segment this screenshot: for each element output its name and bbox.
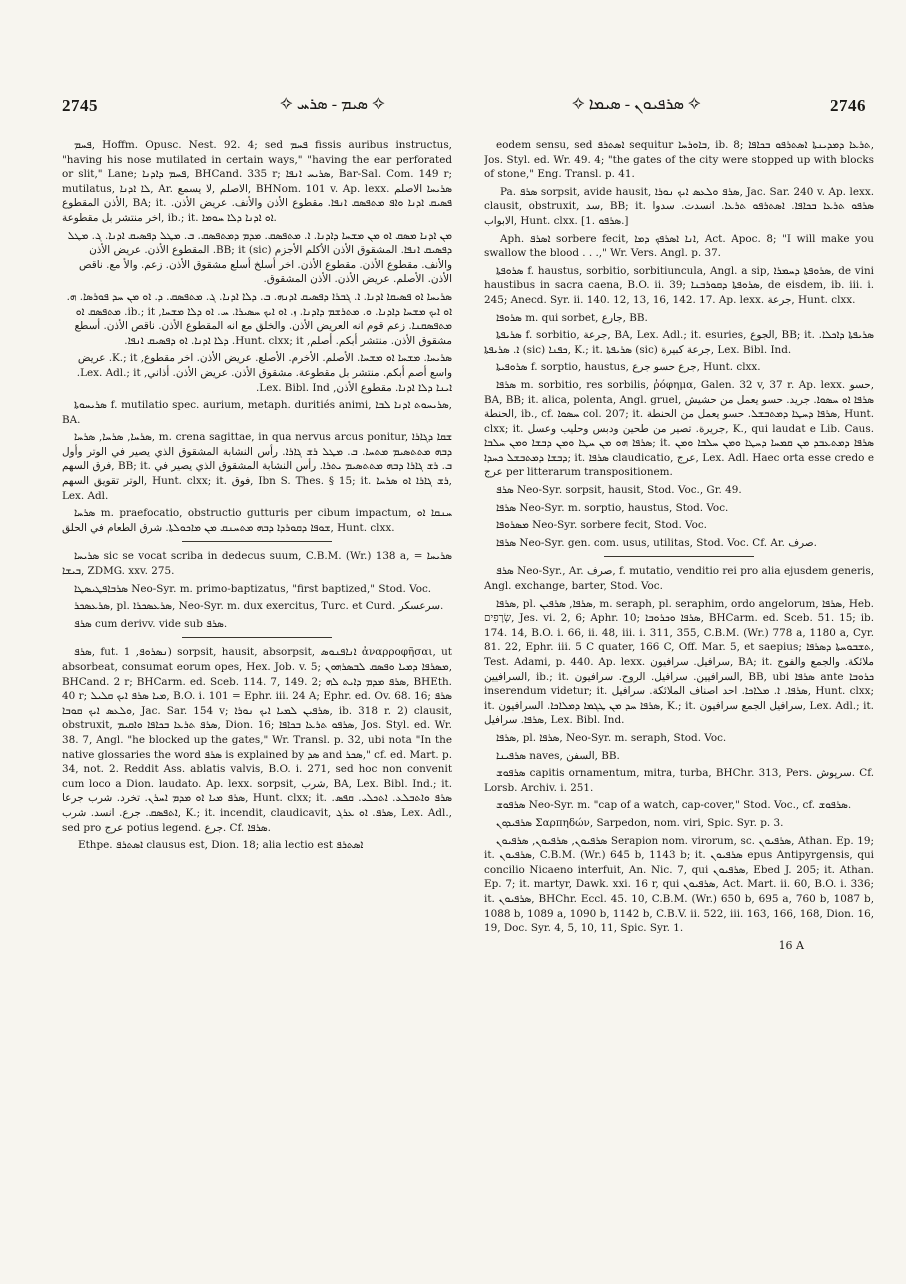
entry-neo-syr-masrupa: ܡܣܪܘܦܐ Neo-Syr. sorbere fecit, Stod. Voc. (496, 519, 707, 532)
right-column (484, 138, 874, 1258)
entry-sarupa: ܣܪܘܦܐ m. qui sorbet, جارع, BB. (496, 311, 648, 324)
entry-sarha-crena: ܣܪܚܐ, ܣܪܚܐ, ܣܪܚܐ, m. crena sagittae, in qua nervus arcus ponitur, ܫܩܐ ܕܓܐܪܐ ܕܒܗ ܡܬܬܣܝܡ ܡܬܚܐ. ܒ. ܡܛܠ ܪܫ ܓܐܪܐ. رأس النشابة المشقوق الذي يصير في الوتر وأول فرق السهم, BB; it. ܒ. ܪܫ ܓܐܪܐ ܕܒܗ ܡܬܬܣܝܡ ܝܬܪܐ. رأس النشابة المشقوق الذي يصير في الوتر تقويق السهم, Hunt. clxx; it. فوق, Ibn S. Thes. § 15; it. ܪܫ ܓܐܪܐ ܐܘ ܣܪܚܐ, Lex. Adl. (62, 431, 452, 502)
entry-primo-baptizatus: ܣܪܒܐܦܛܝܣܛܐ Neo-Syr. m. primo-baptizatus, "first baptized," Stod. Voc. (74, 582, 432, 595)
entry-ethpe: Ethpe. ܐܣܬܪܦ clausus est, Dion. 18; alia lectio est ܐܣܬܪܦ (78, 839, 364, 852)
entry-neo-syr-srapa: ܣܪܦܐ Neo-Syr. m. sorptio, haustus, Stod. Voc. (496, 501, 729, 514)
entry-serapion: ܣܪܦܝܘܢ, ܣܪܦܝܘܢ, ܣܪܦܝܘܢ Serapion nom. virorum, sc. ܣܪܦܝܘܢ, Athan. Ep. 19; it. ܣܪܦܝܘܢ, C.B.M. (Wr.) 645 b, 1143 b; it. ܣܪܦܝܘܢ epus Antipyrgensis, qui concilio Nicaeno interfuit, An. Nic. 7, qui ܣܪܦܝܘܢ, Ebed J. 205; it. Athan. Ep. 7; it. martyr, Dawk. xxi. 16 r, qui ܣܪܦܝܘܢ, Act. Mart. ii. 60, B.O. i. 336; it. ܣܪܦܝܘܢ, BHChr. Eccl. 45. 10, C.B.M. (Wr.) 650 b, 695 a, 760 b, 1087 b, 1088 b, 1089 a, 1090 b, 1142 b, C.B.V. ii. 522, iii. 163, 166, 168, Dion. 16, 19, Doc. Syr. 4, 5, 10, 11, Spic. Syr. 1. (484, 834, 874, 935)
entry-sarpush: ܣܪܦܘܫ capitis ornamentum, mitra, turba, BHChr. 313, Pers. سرپوش. Cf. Lorsb. Archiv. i. 251. (484, 767, 874, 794)
entry-neo-syr-mutatio: ܣܪܦ Neo-Syr., Ar. صرف, f. mutatio, venditio rei pro alia ejusdem generis, Angl. exchange, barter, Stod. Voc. (484, 565, 874, 593)
entry-seraph: ܣܪܦܐ, pl. ܣܪܦܐ, ܣܪܦܝܢ, m. seraph, pl. seraphim, ordo angelorum, ܣܪܦܐ, Heb. שְׂרָפִים, Jes. vi. 2, 6; Aphr. 10; ܣܪܦܐ ܘܟܪܘܒܐ, BHCarm. ed. Sceb. 51. 15; ib. 174. 14, B.O. i. 66, ii. 48, iii. i. 311, 355, C.B.M. (Wr.) 778 a, 1180 a, Cyr. 81. 22, Ephr. iii. 5 C quater, 166 C, Off. Mar. 5, et saepius; ܬܫܒܘܚܬܐ ܕܣܪܦܐ, Test. Adami, p. 440. Ap. lexx. سرافيل. سرافيون, BA; it. ملائكة. والجمع والفوج السرافيين, ib.; it. السرافيين. سرافيل. الروح. سرافيون, BB, ubi ܣܪܦܐ ante ܟܪܘܒܐ inserendum videtur; it. ܣܪܦܐ. ܐ. ܡܠܐܟܐ. احد اصناف الملائكة. سرافيل, Hunt. clxx; it. ܣܪܦܐ ܚܕ ܡܢ ܛܓܡܐ ܕܡܠܐܟܐ. السرافيون, K.; it. سرافيل الجمع سرافيون, Lex. Adl.; it. ܣܪܦܐ. سرافيل, Lex. Bibl. Ind. (484, 597, 874, 727)
entry-sarpedon: ܣܪܦܝܕܘܢ Σαρπηδών, Sarpedon, nom. viri, Spic. Syr. p. 3. (496, 816, 784, 829)
entry-neo-syr-usus: ܣܪܦܐ Neo-Syr. gen. com. usus, utilitas, Stod. Voc. Cf. Ar. صرف. (496, 536, 817, 549)
entry-aphel: Aph. ܐܣܪܦ sorbere fecit, ܐܢܐ ܐܣܪܦܟ ܕܡܐ, Act. Apoc. 8; "I will make you swallow the blood . . .," Wr. Vers. Angl. p. 37. (484, 232, 874, 260)
entry-srupita: ܣܪܘܦܝܬܐ f. sorptio, haustus, جرع حسو جرع, Hunt. clxx. (496, 361, 761, 374)
entry-sarih-lexicon-glosses: ܣܪܝܚܐ ܐܘ ܦܣܝܩܐ ܐܕܢܐ. ܐ. ܓܒܪܐ ܕܦܣܝܩ ܐܕܢܗ. ܒ. ܕܠܐ ܐܕܢܐ. ܓ. ܡܬܦܣܩ. ܕ. ܐܘ ܡܢ ܚܕ ܦܘܪܣܐ. ܗ. ܐܘ ܐܝܟ ܡܫܚܐ ܕܐܕܢܐ. ܘ. ܡܬܪܫܡ ܕܐܕܢܐ. ܙ. ܐܘ ܐܝܟ ܚܣܝܪܐ. ܚ. ܐܘ ܕܠܐ ܡܫܚܐ, ib.; it. ܡܬܦܣܩ ܐܘ ܡܬܦܣܩܢܐ. زعم قوم انه العريض الأذن. والخلق مع انه المقطوع الأذن. ناقص الأذن. أسطع مشقوق الأذن. منتشر أبكم. أصلم, Hunt. clxx; it. ܕܠܐ ܐܕܢܐ. ܐܘ ܕܦܣܝܩ ܐܢܦܐ. (66, 290, 452, 347)
entry-sraf-verb: ܣܪܦ, fut. ܢܣܪܘܦ, 1) sorpsit, hausit, absorpsit, ܐܢܐܦܢܘܣ ἀναρροφῆσαι, ut absorbeat, consumat eorum opes, Hex. Job. v. 5; ܡܣܪܦܐ ܕܡܝܐ ܘܦܣܩ ܠܒܣܪܗܘܢ, BHCand. 2 r; BHCarm. ed. Sceb. 114. 7, 149. 2; ܣܪܦ ܡܕܡ ܕܐܝܬ ܠܗ, BHEth. 40 r; ܡܝܐ ܣܪܦ ܐܝܟ ܩܠܝܠ, B.O. i. 101 = Ephr. iii. 24 A; Ephr. ed. Ov. 68. 16; ܣܪܦ ܘܠܥܣ ܐܝܟ ܩܘܒܐ, Jac. Sar. 154 v; ܣܪܦܝܢ ܠܡܝܐ ܐܝܟ ܢܘܪܐ, ib. 318 r. 2) clausit, obstruxit, ܣܪܦ ܬܪܥܐ ܒܟܐܦܐ ܘܐܩܝܡ, Dion. 16; ܣܪܦܘ ܬܪܥܐ ܒܟܐܦܐ, Jos. Styl. ed. Wr. 38. 7, Angl. "he blocked up the gates," Wr. Transl. p. 32, ubi nota "In the native glossaries the word ܣܪܦ is explained by ܣܕ and ܣܟܪ," cf. ed. Mart. p. 34, not. 2. Reddit Ass. ablatis valvis, B.O. i. 271, sed hoc non convenit cum loco a Dion. laudato. Ap. lexx. sorpsit, شرب, BA, Lex. Bibl. Ind.; it. ܣܪܦ ܡܝܐ ܐܘ ܡܕܡ ܐܚܪܢ. تخرد. شرب جرعا, Hunt. clxx; it. ܣܪܦ ܘܐܬܒܠܥ. ܐܬܟܠܝ. ܩܦܣ. ܐܬܦܣܩ. جرع. انسد. شرب, K.; it. incendit, claudicavit, ܣܪܦ. ܐܘ ܥܪܓ, Lex. Adl., sed pro عرج potius legend. جرع. Cf. ܣܪܦܐ. (62, 646, 452, 834)
entry-sarih-glosses: ܡܢ ܐܕܢܐ ܡܣܩ ܐܘ ܡܢ ܡܫܚܐ ܕܐܕܢܐ. ܐ. ܡܬܦܣܩ. ܡܕܡ ܕܡܬܦܣܩ. ܒ. ܡܛܠ ܕܦܣܝܩ ܐܕܢܐ. ܓ. ܡܛܠ ܕܦܣܝܩ ܐܢܦܐ. المشقوق الأذن الأكلم الأجزم (sic) BB; it. المقطوع الأذن. عريض الأذن والأنف. مقطوع الأذن. مقطوع الأذن. اخر أسلخ أسلع مشقوق الأذن. زعم. والأ مع. ناقص الأذن. الأصلم. عريض الأذن. الأذن المشقوق. (67, 229, 452, 286)
section-divider (182, 637, 332, 638)
entry-sarha-praefocatio: ܣܪܚܐ m. praefocatio, obstructio gutturis per cibum impactum, ܚܢܩܐ ܐܘ ܫܘܦܐ ܕܩܘܪܕܐ ܕܒܗ ܡܬܚܢܩ ܡܢ ܡܐܟܘܠܬܐ. شرق الطعام في الحلق, Hunt. clxx. (62, 507, 452, 534)
entry-pael: Pa. ܣܪܦ sorpsit, avide hausit, ܣܪܦ ܘܠܥܣ ܐܝܟ ܢܘܪܐ, Jac. Sar. 240 v. Ap. lexx. clausit, obstruxit, سد, BB; it. ܣܪܦܘ ܬܪܥܐ ܒܟܐܦܐ. ܐܣܬܪܦܘ ܬܪܥܐ. انسدت. سدوا الابواب, Hunt. clxx. [1. ܣܪܦܘ.] (484, 185, 874, 227)
right-running-head: ✧ ܣܪܦܝܘܢ - ܣܝܡܐ ✧ (572, 96, 701, 113)
entry-neo-syr-seraph: ܣܪܦܐ, pl. ܣܪܦܐ, Neo-Syr. m. seraph, Stod. Voc. (496, 731, 727, 744)
entry-seraskier: ܣܪܥܣܟܪ, pl. ܣܪܥܣܟܪܐ, Neo-Syr. m. dux exercitus, Turc. et Curd. سرعسكر. (74, 600, 444, 613)
entry-srapa-sorbitio: ܣܪܦܐ m. sorbitio, res sorbilis, ῥόφημα, Galen. 32 v, 37 r. Ap. lexx. حسو, BA, BB; it. alica, polenta, Angl. gruel, ܣܪܦܐ ܐܘ ܚܣܘܐ. جريد. حسو يعمل من حشيش الحنطة, ib., cf. ܚܣܘܐ col. 207; it. ܣܪܦܐ ܕܚܛܐ ܕܡܬܒܫܠ. حسو يعمل من الحنطة, Hunt. clxx; it. جريرة. تصير من طحين ودبس وحليب وعسل, K., qui laudat e Lib. Caus. ܣܪܦܐ ܗܘ ܡܢ ܚܛܐ ܘܡܢ ܕܒܫܐ ܘܡܢ ܚܠܒܐ; it. ܣܪܦܐ ܕܡܬܥܒܕ ܡܢ ܩܡܚܐ ܕܚܛܐ ܘܡܢ ܚܠܒܐ ܘܡܢ ܕܒܫܐ ܕܡܬܒܫܠ ܟܚܕܐ; it. ܣܪܦܐ claudicatio, عرج, Lex. Adl. Haec orta esse credo e عرج per litterarum transpositionem. (484, 378, 874, 479)
section-divider (604, 556, 754, 557)
sheet-signature-mark: 16 A (778, 938, 804, 952)
entry-sruphta: ܣܪܘܦܬܐ f. haustus, sorbitio, sorbitiuncula, Angl. a sip, ܣܪܘܦܬܐ ܕܚܡܪܐ, de vini haustibus in sacra caena, B.O. ii. 39; ܣܪܘܦܬܐ ܕܩܘܪܒܢܐ, de eisdem, ib. iii. i. 245; Anecd. Syr. ii. 140. 12, 13, 16, 142. 17. Ap. lexx. جرعة, Hunt. clxx. (484, 264, 874, 306)
entry-ethpe-continued: eodem sensu, sed ܐܣܬܪܦ sequitur ܒܐܘܪܚܐ, ib. 8; ܬܪܥܐ ܕܡܕܝܢܬܐ ܐܣܬܪܦܘ ܒܟܐܦܐ, Jos. Styl. ed. Wr. 49. 4; "the gates of the city were stopped up with blocks of stone," Eng. Transl. p. 41. (484, 139, 874, 181)
left-page-number: 2745 (62, 96, 98, 115)
entry-sarihuta: ܣܪܝܚܘܬܐ f. mutilatio spec. aurium, metaph. duritiés animi, ܣܪܝܚܘܬ ܐܕܢܐ ܠܒܐ, BA. (62, 399, 452, 426)
section-divider (182, 541, 332, 542)
left-column (62, 138, 452, 1258)
left-running-head: ✧ ܣܝܡ - ܣܪܚ ✧ (280, 96, 385, 113)
right-page-number: 2746 (830, 96, 866, 115)
entry-sriphta: ܣܪܝܦܬܐ f. sorbitio, جرعة, BA, Lex. Adl.; it. esuries, الجوع, BB; it. ܣܪܝܦܬܐ ܕܐܟܠܐ. ܐ. ܣܪܝܦܬܐ (sic) ܟܦܢܐ, K.; it. ܣܪܝܦܬܐ (sic) جرعة كبيرة, Lex. Bibl. Ind. (484, 329, 874, 356)
entry-neo-syr-sraf: ܣܪܦ Neo-Syr. sorpsit, hausit, Stod. Voc., Gr. 49. (496, 484, 742, 497)
entry-cross-reference: ܣܪܦ cum derivv. vide sub ܣܪܦ. (74, 617, 228, 630)
entry-scribe-self-name: ܣܪܝܚܐ sic se vocat scriba in dedecus suum, C.B.M. (Wr.) 138 a, = ܣܪܝܚܐ ܒܝܫܐ, ZDMG. xxv. 275. (62, 550, 452, 578)
entry-sarih-lexicon-more: ܣܪܝܚܐ. ܡܫܚܐ ܐܘ ܡܫܚܐ. الأصلم. الأخرم. الأصلع. عريض الأذن. اخر مقطوع, K.; it. عريض واسع أصم أبكم. منتشر بل مقطوعة. مشقوق الأذن. عريض الأذن. أذاني, Lex. Adl.; it. ܐܝܢܐ ܕܠܐ ܐܕܢܐ. مقطوع الأذن, Lex. Bibl. Ind. (76, 352, 452, 394)
entry-neo-syr-sarpush: ܣܪܦܘܫ Neo-Syr. m. "cap of a watch, cap-cover," Stod. Voc., cf. ܣܪܦܘܫ. (496, 799, 852, 812)
entry-naves: ܣܪܦܝܢܐ naves, السفن, BB. (496, 749, 620, 762)
page-header (62, 96, 866, 118)
entry-sarih-adjective: ܦܚܡ, Hoffm. Opusc. Nest. 92. 4; sed ܦܚܡ fissis auribus instructus, "having his nose mutilated in certain ways," "having the ear perforated or slit," Lane; ܦܚܡ ܕܐܕܢܐ, BHCand. 335 r; ܣܪܝܚ ܐܢܦܐ, Bar-Sal. Com. 149 r; mutilatus, ܠܐ ܐܕܢܐ, Ar. الاصلم ,لا يسمع, BHNom. 101 v. Ap. lexx. ܣܪܝܚܐ الاصلم الأذن المقطوع, BA; it. ܦܣܝܩ ܐܕܢܐ ܘܐܦ ܡܬܦܣܩ ܐܢܦܐ. مقطوع الأذن والأنف. عريض الأذن. اخر منتشر بل مقطوعة, ib.; it. ܐܘ ܐܕܢܐ ܕܠܐ ܚܘܡܐ. (62, 139, 452, 224)
